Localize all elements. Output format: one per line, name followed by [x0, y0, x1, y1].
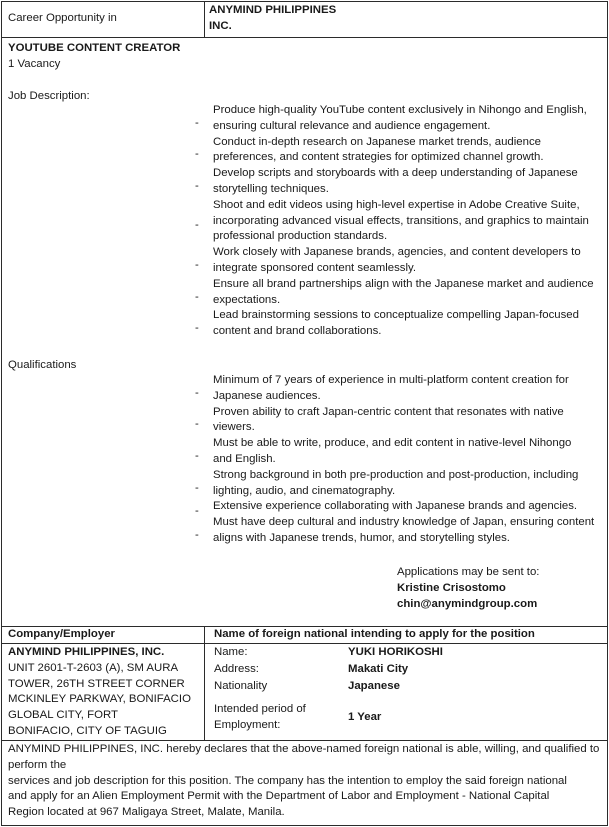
job-duty-item-text	[213, 166, 578, 198]
job-description-label: Job Description:	[8, 90, 90, 102]
job-duty-item-text	[213, 198, 589, 245]
qualification-item-text	[213, 499, 577, 515]
job-duty-item-line: integrate sponsored content seamlessly.	[213, 261, 417, 274]
declaration-line: ANYMIND PHILIPPINES, INC. hereby declares that the above-named foreign national is able, willing, and qualified to	[8, 743, 600, 755]
job-duty-item-text	[213, 135, 544, 167]
bullet-dash: -	[195, 258, 199, 271]
bullet-dash: -	[195, 418, 199, 431]
job-duty-item-line: expectations.	[213, 293, 281, 306]
declaration-line: and apply for an Alien Employment Permit with the Department of Labor and Employment - National Capital	[8, 790, 550, 803]
company-details	[8, 645, 203, 740]
bullet-dash: -	[195, 148, 199, 161]
job-duty-item-line: professional production standards.	[213, 230, 388, 243]
qualification-item-text	[213, 515, 594, 547]
table-column-divider	[204, 627, 205, 741]
qualification-item	[193, 373, 598, 405]
bullet-dash: -	[195, 449, 199, 462]
job-duty-item-line: ensuring cultural relevance and audience engagement.	[213, 119, 491, 132]
job-duty-item-line: Lead brainstorming sessions to conceptualize compelling Japan-focused	[213, 309, 579, 322]
job-duty-item-line: Work closely with Japanese brands, agencies, and content developers to	[213, 246, 581, 259]
name-label: Name:	[214, 646, 248, 658]
employer-table	[2, 626, 607, 741]
qualification-item-text	[213, 436, 571, 468]
header-divider	[204, 2, 205, 38]
declaration-paragraph	[8, 742, 606, 821]
company-employer-header: Company/Employer	[8, 628, 115, 640]
application-intro: Applications may be sent to:	[397, 566, 540, 578]
declaration-line: perform the	[8, 758, 67, 771]
job-posting-document	[1, 1, 608, 826]
company-address-line: TOWER, 26TH STREET CORNER	[8, 677, 185, 690]
qualification-item-line: aligns with Japanese trends, humor, and storytelling styles.	[213, 531, 510, 544]
bullet-dash: -	[195, 528, 199, 541]
qualification-item-line: and English.	[213, 452, 276, 465]
contact-email: chin@anymindgroup.com	[397, 597, 538, 610]
bullet-dash: -	[195, 179, 199, 192]
qualification-item-line: Must have deep cultural and industry knowledge of Japan, ensuring content	[213, 516, 595, 529]
job-duty-item	[193, 135, 598, 167]
qualification-item-line: Must be able to write, produce, and edit content in native-level Nihongo	[213, 437, 572, 450]
job-duty-item-line: storytelling techniques.	[213, 182, 329, 195]
vacancy-count: 1 Vacancy	[8, 58, 61, 70]
contact-name: Kristine Crisostomo	[397, 581, 506, 594]
qualification-item-line: Extensive experience collaborating with Japanese brands and agencies.	[213, 500, 578, 513]
company-address-line: MCKINLEY PARKWAY, BONIFACIO	[8, 693, 191, 706]
qualification-item-line: Japanese audiences.	[213, 389, 321, 402]
qualification-item-text	[213, 468, 578, 500]
job-description-list	[193, 103, 598, 340]
employment-period-value: 1 Year	[348, 711, 382, 723]
position-title: YOUTUBE CONTENT CREATOR	[8, 42, 181, 54]
company-address-line: BONIFACIO, CITY OF TAGUIG	[8, 724, 167, 737]
qualification-item-line: Proven ability to craft Japan-centric content that resonates with native	[213, 405, 564, 418]
header-company-line1: ANYMIND PHILIPPINES	[209, 4, 337, 16]
qualification-item	[193, 515, 598, 547]
job-duty-item	[193, 166, 598, 198]
qualification-item	[193, 499, 598, 518]
employment-period-label-2: Employment:	[214, 719, 281, 731]
job-duty-item-line: content and brand collaborations.	[213, 325, 382, 338]
qualification-item-text	[213, 373, 569, 405]
application-contact	[397, 565, 539, 612]
header-row	[2, 2, 607, 38]
qualification-item-line: lighting, audio, and cinematography.	[213, 484, 396, 497]
address-label: Address:	[214, 663, 259, 675]
qualification-item-line: Strong background in both pre-production and post-production, including	[213, 468, 579, 481]
name-value: YUKI HORIKOSHI	[348, 646, 443, 658]
qualification-item-text	[213, 405, 564, 437]
job-duty-item-line: Ensure all brand partnerships align with the Japanese market and audience	[213, 277, 594, 290]
job-duty-item-line: Produce high-quality YouTube content exclusively in Nihongo and English,	[213, 104, 587, 116]
bullet-dash: -	[195, 481, 199, 494]
job-duty-item	[193, 277, 598, 309]
job-duty-item-text	[213, 308, 579, 340]
qualification-item-line: Minimum of 7 years of experience in multi-platform content creation for	[213, 374, 569, 386]
career-opportunity-label: Career Opportunity in	[8, 12, 117, 24]
job-duty-item-line: Conduct in-depth research on Japanese market trends, audience	[213, 135, 541, 148]
job-duty-item-text	[213, 245, 581, 277]
bullet-dash: -	[195, 116, 199, 129]
job-duty-item-text	[213, 277, 594, 309]
job-duty-item	[193, 198, 598, 245]
header-company-name	[209, 3, 336, 34]
declaration-line: services and job description for this position. The company has the intention to employ the said foreign national	[8, 774, 567, 787]
nationality-value: Japanese	[348, 680, 400, 692]
qualification-item	[193, 468, 598, 500]
bullet-dash: -	[195, 505, 199, 518]
nationality-label: Nationality	[214, 680, 268, 692]
declaration-line: Region located at 967 Maligaya Street, Malate, Manila.	[8, 806, 285, 819]
employer-table-header	[2, 627, 607, 644]
bullet-dash: -	[195, 290, 199, 303]
address-value: Makati City	[348, 663, 409, 675]
header-company-line2: INC.	[209, 19, 232, 32]
company-address-line: UNIT 2601-T-2603 (A), SM AURA	[8, 661, 179, 674]
company-name: ANYMIND PHILIPPINES, INC.	[8, 646, 165, 658]
company-address-line: GLOBAL CITY, FORT	[8, 709, 118, 722]
employment-period-label-1: Intended period of	[214, 703, 306, 715]
job-duty-item-line: Develop scripts and storyboards with a deep understanding of Japanese	[213, 167, 578, 180]
bullet-dash: -	[195, 386, 199, 399]
job-duty-item-text	[213, 103, 587, 135]
job-duty-item	[193, 308, 598, 340]
qualifications-label: Qualifications	[8, 359, 77, 371]
qualification-item	[193, 436, 598, 468]
job-duty-item-line: preferences, and content strategies for optimized channel growth.	[213, 151, 544, 164]
qualifications-list	[193, 373, 598, 547]
qualification-item	[193, 405, 598, 437]
foreign-national-header: Name of foreign national intending to apply for the position	[214, 628, 535, 640]
qualification-item-line: viewers.	[213, 421, 255, 434]
job-duty-item-line: incorporating advanced visual effects, transitions, and graphics to maintain	[213, 214, 589, 227]
bullet-dash: -	[195, 321, 199, 334]
job-duty-item-line: Shoot and edit videos using high-level expertise in Adobe Creative Suite,	[213, 198, 580, 211]
bullet-dash: -	[195, 219, 199, 232]
job-duty-item	[193, 103, 598, 135]
job-duty-item	[193, 245, 598, 277]
